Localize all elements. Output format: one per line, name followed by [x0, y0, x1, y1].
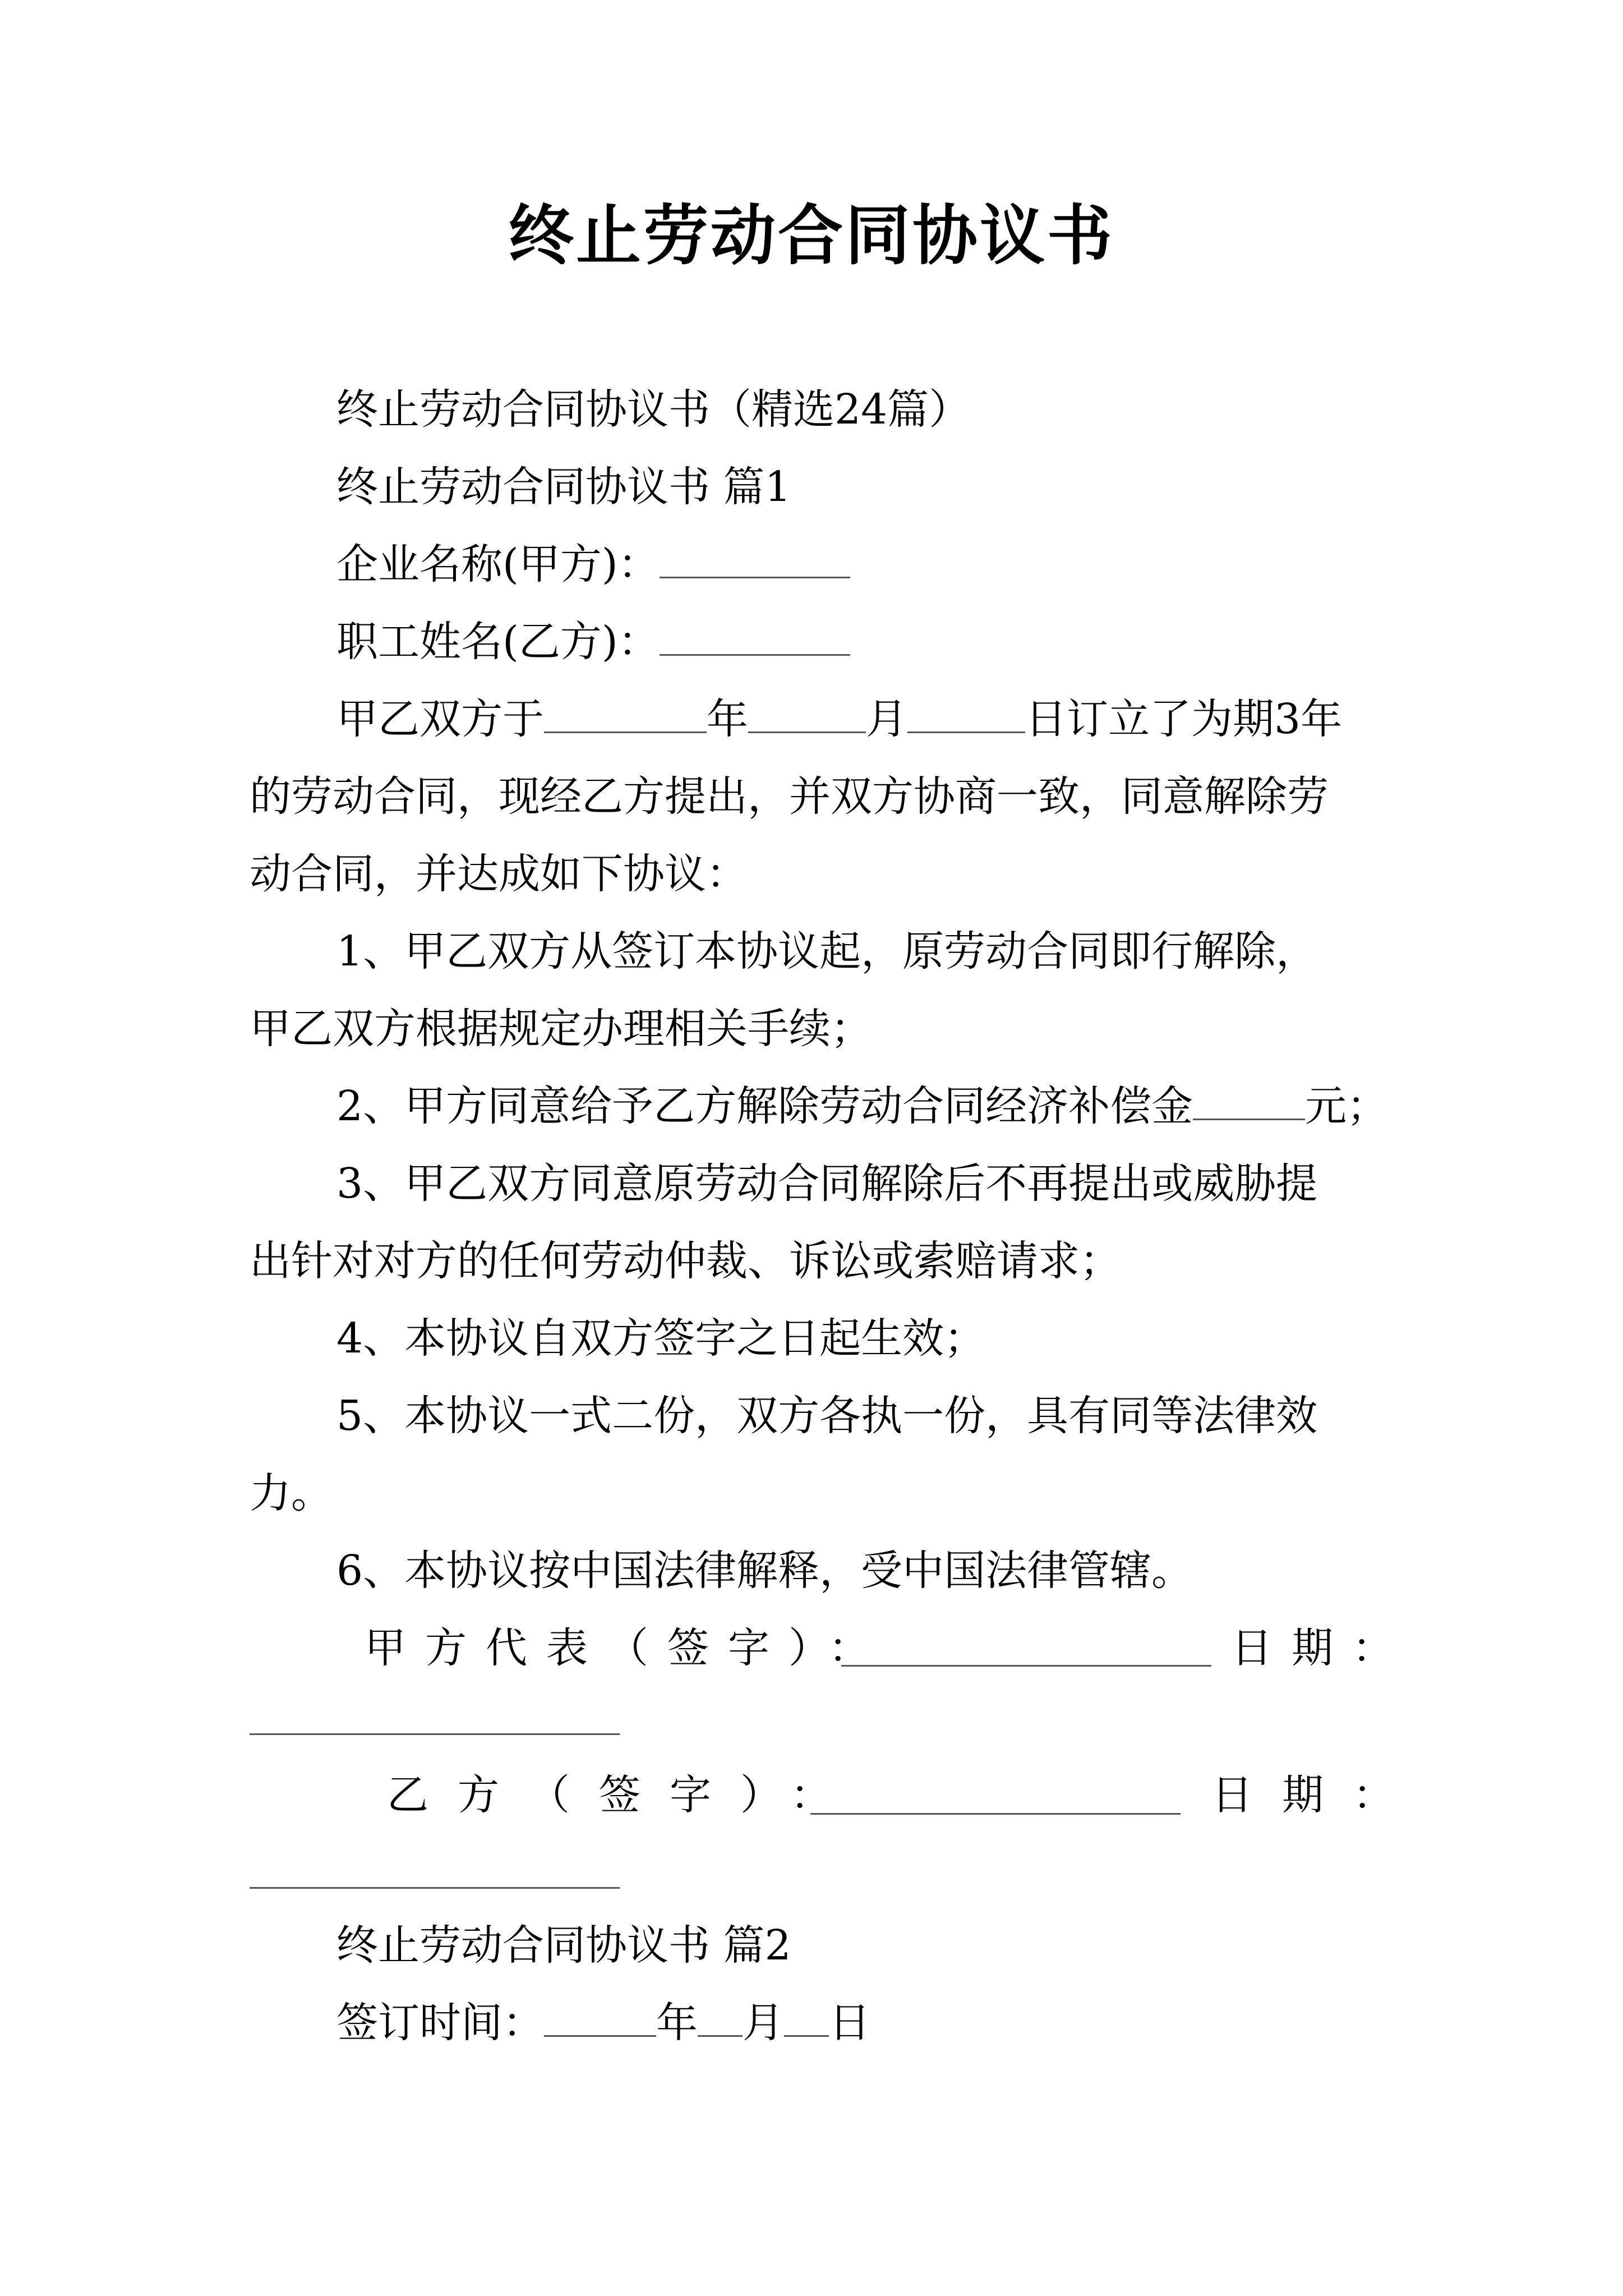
subtitle: 终止劳动合同协议书（精选24篇）: [336, 385, 971, 434]
party-b-date-blank: [250, 1887, 620, 1889]
signing-time-label: 签订时间：: [336, 1999, 544, 2047]
part2-heading: 终止劳动合同协议书 篇2: [336, 1921, 791, 1970]
p1-year-label: 年: [707, 695, 748, 743]
part1-heading: 终止劳动合同协议书 篇1: [336, 463, 791, 511]
party-a-signature-blank: [841, 1665, 1211, 1667]
compensation-amount-blank: [1193, 1079, 1305, 1120]
signing-month-blank: [698, 1996, 743, 2037]
item3-line1: 3、甲乙双方同意原劳动合同解除后不再提出或威胁提: [336, 1159, 1318, 1208]
employee-name-row: [336, 614, 850, 670]
p1-month-label: 月: [866, 695, 907, 743]
employer-name-blank: [660, 537, 850, 578]
item2-line: [336, 1078, 1388, 1134]
item5-line1: 5、本协议一式二份，双方各执一份，具有同等法律效: [336, 1392, 1318, 1440]
employer-name-row: [336, 536, 850, 592]
document-title: 终止劳动合同协议书: [509, 197, 1114, 274]
p1-year-blank: [544, 692, 707, 733]
employee-name-label: 职工姓名(乙方)：: [336, 618, 660, 666]
party-a-date-blank: [250, 1733, 620, 1735]
party-a-signature-label: 甲方代表（签字）：: [365, 1624, 889, 1672]
employer-name-label: 企业名称(甲方)：: [336, 540, 660, 588]
p1-text-a: 甲乙双方于: [336, 695, 544, 743]
party-b-date-label: 日期：: [1211, 1771, 1423, 1819]
item3-line2: 出针对对方的任何劳动仲裁、诉讼或索赔请求；: [250, 1237, 1121, 1285]
item1-line2: 甲乙双方根据规定办理相关手续；: [250, 1005, 872, 1053]
item4-line: 4、本协议自双方签字之日起生效；: [336, 1314, 986, 1363]
signing-year-label: 年: [656, 1999, 698, 2047]
signing-day-blank: [784, 1996, 829, 2037]
item2-unit: 元；: [1305, 1082, 1389, 1130]
signing-month-label: 月: [743, 1999, 784, 2047]
party-b-signature-blank: [810, 1813, 1181, 1815]
paragraph1-line2: 的劳动合同，现经乙方提出，并双方协商一致，同意解除劳: [250, 772, 1329, 821]
signing-year-blank: [544, 1996, 656, 2037]
item1-line1: 1、甲乙双方从签订本协议起，原劳动合同即行解除，: [336, 927, 1318, 976]
item6-line: 6、本协议按中国法律解释，受中国法律管辖。: [336, 1547, 1193, 1595]
paragraph1-line3: 动合同，并达成如下协议：: [250, 850, 748, 898]
signing-day-label: 日: [829, 1999, 870, 2047]
item5-line2: 力。: [250, 1469, 333, 1517]
signing-time-row: [336, 1995, 870, 2051]
p1-day-blank: [907, 692, 1025, 733]
item2-text: 2、甲方同意给予乙方解除劳动合同经济补偿金: [336, 1082, 1193, 1130]
party-a-date-label: 日期：: [1231, 1624, 1413, 1672]
paragraph1-line1: [336, 691, 1342, 747]
employee-name-blank: [660, 615, 850, 656]
party-b-signature-label: 乙方（签字）：: [387, 1771, 861, 1819]
p1-day-label: 日订立了为期3年: [1025, 695, 1343, 743]
p1-month-blank: [748, 692, 866, 733]
